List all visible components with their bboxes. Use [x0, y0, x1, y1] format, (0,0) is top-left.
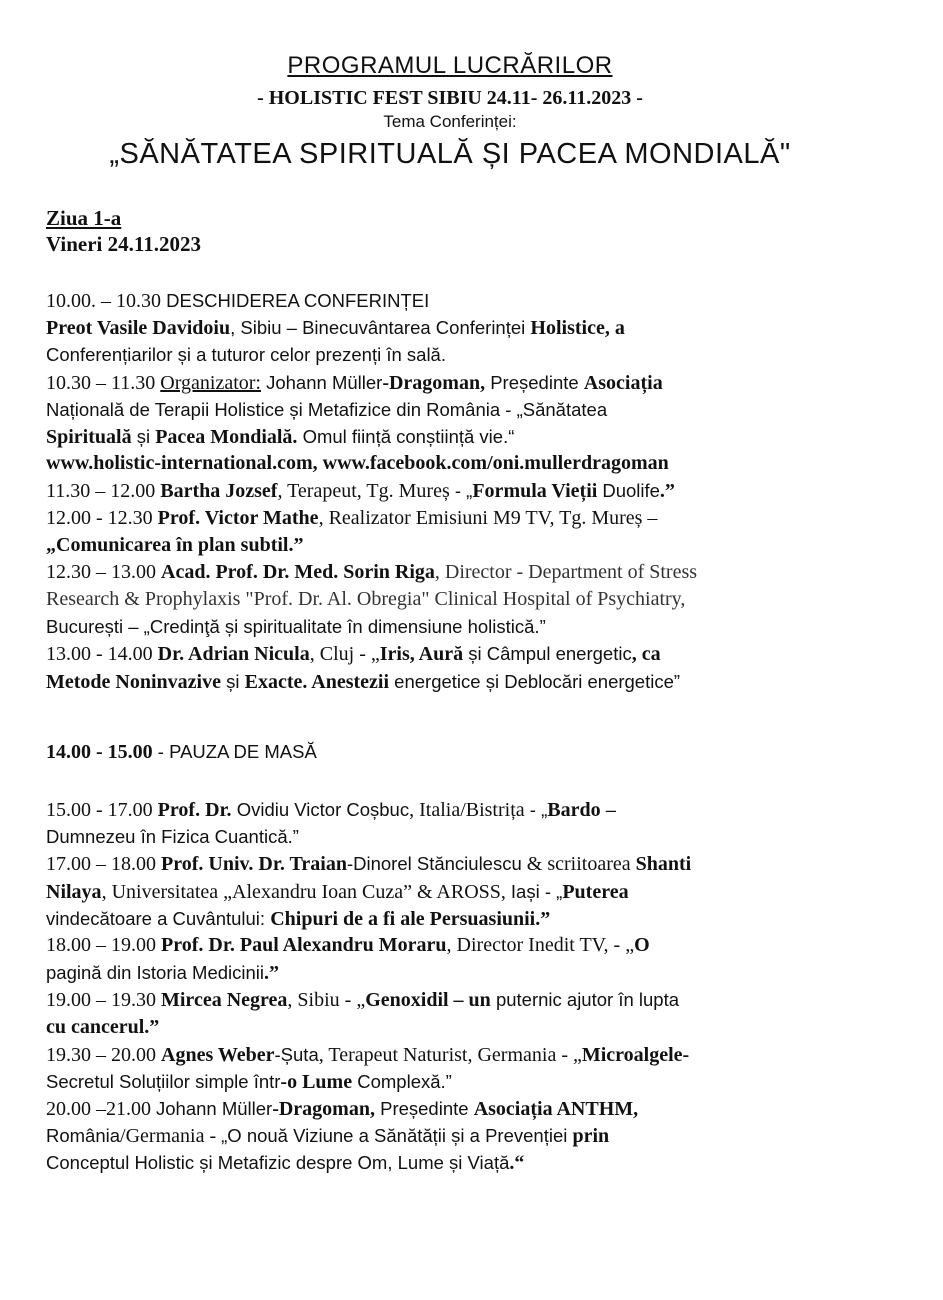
conference-theme: „SĂNĂTATEA SPIRITUALĂ ȘI PACEA MONDIALĂ" — [109, 138, 791, 170]
session-title: – — [600, 799, 617, 820]
speaker-role: , Terapeut, Tg. Mureș — [277, 480, 450, 503]
session-title: Exacte. Anestezii — [244, 670, 390, 693]
session-title: Bardo — [547, 799, 601, 821]
session-title: Duolife — [602, 480, 660, 502]
speaker-place: Iași - „ — [510, 880, 563, 902]
speaker-role: Asociația — [583, 371, 663, 394]
session-title: Câmpul energetic — [486, 643, 632, 665]
speaker-name: Johann Müller — [260, 371, 383, 393]
schedule-line — [46, 850, 916, 877]
schedule-line: Națională de Terapii Holistice și Metafizice din România - „Sănătatea — [46, 398, 608, 420]
session-title: și — [463, 643, 487, 665]
session-title: Conferinței — [430, 317, 531, 339]
schedule-line — [46, 959, 916, 986]
session-title: Complexă.” — [352, 1070, 452, 1092]
schedule-line — [46, 986, 916, 1013]
session-time: 13.00 - 14.00 — [46, 643, 158, 666]
session-title: Puterea — [562, 880, 629, 903]
schedule-line — [46, 369, 916, 396]
schedule-line — [46, 477, 916, 504]
speaker-role: , Realizator Emisiuni M9 TV, Tg. Mureș – — [318, 506, 658, 529]
session-title: Formula Vieții — [472, 480, 603, 503]
session-title: Conceptul Holistic și Metafizic despre Om, Lume și Viață — [46, 1152, 510, 1174]
session-title: Metode Noninvazive — [46, 670, 221, 693]
session-title: cu cancerul.” — [46, 1015, 160, 1038]
speaker-name: -Șuta — [274, 1043, 319, 1065]
schedule-line — [46, 1149, 916, 1176]
schedule-line — [46, 1122, 916, 1149]
schedule-line — [46, 423, 916, 450]
session-title: .” — [659, 480, 675, 503]
session-title: București – „Credinţă și spiritualitate în dimensiune holistică.” — [46, 616, 546, 638]
session-time: 15.00 - 17.00 — [46, 799, 158, 821]
speaker-name: Mircea Negrea — [161, 989, 288, 1012]
schedule-afternoon — [46, 796, 916, 1177]
schedule-line — [46, 1041, 916, 1068]
schedule-line — [46, 1068, 916, 1095]
speaker-name: Prof. Dr. Paul Alexandru Moraru — [161, 933, 447, 956]
day-date: Vineri 24.11.2023 — [46, 232, 201, 256]
speaker-name: Nilaya — [46, 880, 102, 903]
session-time: 11.30 – 12.00 — [46, 480, 161, 503]
speaker-role: Președinte — [485, 371, 584, 393]
speaker-place: , Italia/Bistrița — [409, 799, 525, 821]
session-title: DESCHIDEREA CONFERINȚEI — [161, 290, 430, 311]
session-time: 10.30 – 11.30 — [46, 371, 161, 394]
speaker-role: & scriitoarea — [521, 853, 636, 876]
speaker-role: , Director Inedit TV, - „ — [446, 933, 635, 956]
session-time: 12.00 - 12.30 — [46, 506, 158, 529]
speaker-name: Ovidiu Victor Coșbuc — [231, 799, 410, 820]
speaker-place: , Cluj - „ — [309, 643, 380, 666]
speaker-place: , Sibiu – — [230, 317, 303, 339]
speaker-name: Prof. Univ. Dr. Traian — [161, 853, 347, 876]
schedule-line: Conferențiarilor și a tuturor celor prezenți în sală. — [46, 344, 446, 366]
speaker-name: Acad. Prof. Dr. Med. Sorin Riga — [161, 560, 435, 583]
separator: - „ — [524, 799, 548, 820]
session-title: pagină din Istoria Medicinii — [46, 962, 265, 984]
session-title: prin — [572, 1125, 610, 1148]
schedule-line — [46, 287, 916, 314]
schedule-morning — [46, 287, 916, 695]
speaker-role: Asociația — [473, 1098, 553, 1121]
speaker-role: Președinte — [374, 1098, 474, 1120]
session-title: Genoxidil – un — [365, 989, 491, 1012]
session-title: Dumnezeu în Fizica Cuantică.” — [46, 826, 299, 848]
speaker-name: Preot Vasile Davidoiu — [46, 317, 231, 340]
schedule-line — [46, 640, 916, 667]
speaker-name: Bartha Jozsef — [160, 480, 278, 503]
session-time: 20.00 –21.00 — [46, 1098, 156, 1121]
session-title: Secretul Soluțiilor simple într — [46, 1070, 281, 1092]
session-time: 18.00 – 19.00 — [46, 933, 161, 956]
session-title: .“ — [509, 1152, 525, 1175]
schedule-line — [46, 505, 916, 532]
schedule-line — [46, 1095, 916, 1122]
speaker-name: Agnes Weber — [161, 1043, 275, 1066]
theme-label: Tema Conferinței: — [383, 112, 517, 131]
session-time: 19.30 – 20.00 — [46, 1043, 161, 1066]
program-title: PROGRAMUL LUCRĂRILOR — [287, 52, 613, 79]
speaker-name: Prof. Victor Mathe — [157, 506, 319, 529]
session-title: „O nouă Viziune a Sănătății și a Prevenției — [221, 1125, 573, 1147]
session-title: „Comunicarea în plan subtil.” — [46, 533, 304, 556]
session-title: Microalgele- — [581, 1043, 690, 1066]
speaker-name: Shanti — [635, 853, 692, 876]
session-title: Chipuri de a fi ale Persuasiunii — [270, 907, 536, 930]
lunch-break — [46, 741, 317, 764]
session-time: 14.00 - 15.00 — [46, 741, 153, 763]
session-time: 19.00 – 19.30 — [46, 989, 161, 1012]
schedule-line — [46, 559, 916, 586]
session-title: Omul ființă conștiință vie.“ — [297, 425, 515, 447]
schedule-line — [46, 796, 916, 823]
session-title: vindecătoare a Cuvântului: — [46, 907, 271, 929]
session-title: .” — [535, 907, 551, 930]
speaker-place: România — [46, 1125, 121, 1147]
separator: - „ — [449, 480, 473, 502]
speaker-role: , Universitatea „Alexandru Ioan Cuza” & AROSS, — [101, 880, 511, 903]
speaker-place: /Germania - — [120, 1125, 222, 1148]
website-links: www.holistic-international.com, www.facebook.com/oni.mullerdragoman — [46, 452, 669, 475]
schedule-line — [46, 668, 916, 695]
schedule-line — [46, 314, 916, 341]
session-title: , ca — [631, 643, 661, 666]
session-title: și — [131, 425, 156, 447]
session-time: 12.30 – 13.00 — [46, 560, 161, 583]
session-title: și — [220, 670, 245, 692]
speaker-name: -Dinorel Stănciulescu — [346, 853, 522, 875]
session-title: .” — [264, 962, 280, 985]
schedule-line — [46, 932, 916, 959]
session-title: Spirituală — [46, 425, 132, 448]
speaker-name: Dr. Adrian Nicula — [157, 643, 310, 666]
session-title: -o Lume — [280, 1070, 353, 1093]
speaker-role: , Director - Department of Stress — [434, 560, 698, 583]
speaker-role: , Terapeut Naturist, Germania - „ — [318, 1043, 582, 1066]
speaker-name: -Dragoman, — [382, 371, 486, 394]
session-title: puternic ajutor în lupta — [490, 989, 680, 1011]
speaker-name: Prof. Dr. — [157, 799, 232, 821]
schedule-line — [46, 878, 916, 905]
speaker-name: -Dragoman, — [272, 1098, 375, 1121]
speaker-role: Organizator: — [160, 371, 261, 394]
session-title: O — [634, 933, 650, 956]
session-title: Iris, Aură — [379, 643, 464, 666]
day-label: Ziua 1-a — [46, 206, 122, 230]
session-title: Binecuvântarea — [302, 317, 431, 339]
speaker-place: , Sibiu - „ — [287, 989, 366, 1012]
speaker-role: ANTHM, — [552, 1098, 639, 1121]
schedule-line: Research & Prophylaxis "Prof. Dr. Al. Obregia" Clinical Hospital of Psychiatry, — [46, 588, 686, 611]
speaker-name: Johann Müller — [156, 1098, 273, 1120]
break-label: - PAUZA DE MASĂ — [152, 741, 317, 762]
session-title: Pacea Mondială. — [155, 425, 298, 448]
event-subtitle: - HOLISTIC FEST SIBIU 24.11- 26.11.2023 - — [257, 87, 643, 109]
session-title: Holistice, a — [530, 317, 625, 340]
session-time: 17.00 – 18.00 — [46, 853, 161, 876]
session-time: 10.00. – 10.30 — [46, 290, 161, 312]
session-title: energetice și Deblocări energetice” — [389, 670, 681, 692]
schedule-line — [46, 905, 916, 932]
